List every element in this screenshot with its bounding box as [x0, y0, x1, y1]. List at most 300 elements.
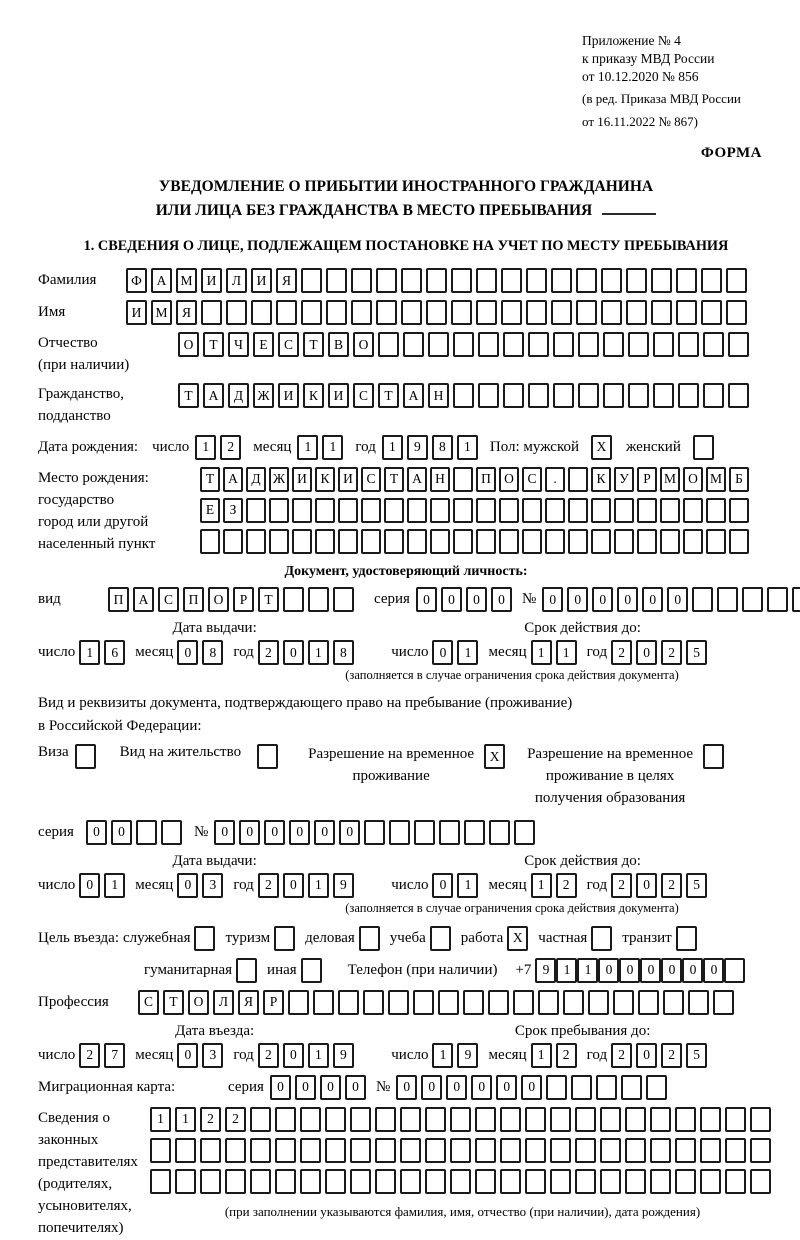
- permit-exp-year-cell[interactable]: 2: [661, 873, 682, 898]
- givenname-cell[interactable]: И: [126, 300, 147, 325]
- givenname-cell[interactable]: [676, 300, 697, 325]
- phone-cell[interactable]: [724, 958, 745, 983]
- birthplace-cell[interactable]: [568, 467, 588, 492]
- profession-cell[interactable]: [413, 990, 434, 1015]
- surname-cell[interactable]: [501, 268, 522, 293]
- givenname-cell[interactable]: [576, 300, 597, 325]
- birthplace-cell[interactable]: [545, 498, 565, 523]
- iddoc-issue-year-cell[interactable]: 8: [333, 640, 354, 665]
- citizenship-cell[interactable]: К: [303, 383, 324, 408]
- citizenship-cell[interactable]: Н: [428, 383, 449, 408]
- givenname-cell[interactable]: [251, 300, 272, 325]
- iddoc-number-cell[interactable]: [742, 587, 763, 612]
- representatives-cell[interactable]: [600, 1107, 621, 1132]
- representatives-cell[interactable]: [550, 1107, 571, 1132]
- entry-year-cell[interactable]: 9: [333, 1043, 354, 1068]
- birthplace-cell[interactable]: [729, 498, 749, 523]
- representatives-cell[interactable]: [725, 1107, 746, 1132]
- birthplace-cell[interactable]: [315, 529, 335, 554]
- permit-issue-month-cell[interactable]: 3: [202, 873, 223, 898]
- birthplace-cell[interactable]: Н: [430, 467, 450, 492]
- patronymic-cell[interactable]: [603, 332, 624, 357]
- iddoc-issue-year-cell[interactable]: 0: [283, 640, 304, 665]
- profession-cell[interactable]: [663, 990, 684, 1015]
- givenname-cell[interactable]: [326, 300, 347, 325]
- purpose-work-checkbox[interactable]: X: [507, 926, 528, 951]
- birth-day-cell[interactable]: 2: [220, 435, 241, 460]
- profession-cell[interactable]: Р: [263, 990, 284, 1015]
- permit-issue-day-cell[interactable]: 0: [79, 873, 100, 898]
- patronymic-cell[interactable]: [628, 332, 649, 357]
- profession-cell[interactable]: [488, 990, 509, 1015]
- permit-number-cell[interactable]: [364, 820, 385, 845]
- birthplace-cell[interactable]: [384, 529, 404, 554]
- surname-cell[interactable]: [451, 268, 472, 293]
- surname-cell[interactable]: [601, 268, 622, 293]
- profession-cell[interactable]: [613, 990, 634, 1015]
- citizenship-cell[interactable]: [678, 383, 699, 408]
- migcard-series-cell[interactable]: 0: [270, 1075, 291, 1100]
- iddoc-exp-month-cell[interactable]: 1: [556, 640, 577, 665]
- profession-cell[interactable]: [463, 990, 484, 1015]
- surname-cell[interactable]: [626, 268, 647, 293]
- surname-cell[interactable]: [301, 268, 322, 293]
- migcard-number-cell[interactable]: 0: [521, 1075, 542, 1100]
- birthplace-cell[interactable]: [591, 498, 611, 523]
- representatives-cell[interactable]: [625, 1107, 646, 1132]
- birthplace-cell[interactable]: [361, 498, 381, 523]
- birthplace-cell[interactable]: [430, 529, 450, 554]
- patronymic-cell[interactable]: Е: [253, 332, 274, 357]
- givenname-cell[interactable]: [401, 300, 422, 325]
- surname-cell[interactable]: Ф: [126, 268, 147, 293]
- birthplace-cell[interactable]: [706, 529, 726, 554]
- migcard-number-cell[interactable]: [646, 1075, 667, 1100]
- entry-day-cell[interactable]: 7: [104, 1043, 125, 1068]
- surname-cell[interactable]: [376, 268, 397, 293]
- iddoc-type-cell[interactable]: А: [133, 587, 154, 612]
- representatives-cell[interactable]: [175, 1169, 196, 1194]
- birthplace-cell[interactable]: Е: [200, 498, 220, 523]
- permit-series-cell[interactable]: [161, 820, 182, 845]
- representatives-cell[interactable]: [400, 1138, 421, 1163]
- permit-issue-day-cell[interactable]: 1: [104, 873, 125, 898]
- surname-cell[interactable]: А: [151, 268, 172, 293]
- representatives-cell[interactable]: [700, 1169, 721, 1194]
- patronymic-cell[interactable]: [478, 332, 499, 357]
- birth-year-cell[interactable]: 9: [407, 435, 428, 460]
- surname-cell[interactable]: [526, 268, 547, 293]
- givenname-cell[interactable]: [601, 300, 622, 325]
- birthplace-cell[interactable]: Ж: [269, 467, 289, 492]
- representatives-cell[interactable]: [200, 1138, 221, 1163]
- patronymic-cell[interactable]: Т: [303, 332, 324, 357]
- iddoc-number-cell[interactable]: [792, 587, 800, 612]
- phone-cell[interactable]: 0: [682, 958, 703, 983]
- givenname-cell[interactable]: [726, 300, 747, 325]
- surname-cell[interactable]: [576, 268, 597, 293]
- birthplace-cell[interactable]: Б: [729, 467, 749, 492]
- migcard-number-cell[interactable]: 0: [496, 1075, 517, 1100]
- representatives-cell[interactable]: [750, 1138, 771, 1163]
- birthplace-cell[interactable]: [499, 529, 519, 554]
- citizenship-cell[interactable]: Т: [378, 383, 399, 408]
- permit-number-cell[interactable]: 0: [339, 820, 360, 845]
- entry-month-cell[interactable]: 0: [177, 1043, 198, 1068]
- patronymic-cell[interactable]: С: [278, 332, 299, 357]
- representatives-cell[interactable]: [175, 1138, 196, 1163]
- birthplace-cell[interactable]: Р: [637, 467, 657, 492]
- phone-cell[interactable]: 9: [535, 958, 556, 983]
- iddoc-number-cell[interactable]: 0: [542, 587, 563, 612]
- representatives-cell[interactable]: [500, 1169, 521, 1194]
- migcard-number-cell[interactable]: [546, 1075, 567, 1100]
- surname-cell[interactable]: [426, 268, 447, 293]
- citizenship-cell[interactable]: [528, 383, 549, 408]
- iddoc-number-cell[interactable]: 0: [617, 587, 638, 612]
- iddoc-issue-month-cell[interactable]: 0: [177, 640, 198, 665]
- iddoc-type-cell[interactable]: Т: [258, 587, 279, 612]
- phone-cell[interactable]: 0: [640, 958, 661, 983]
- representatives-cell[interactable]: [525, 1138, 546, 1163]
- representatives-cell[interactable]: [575, 1107, 596, 1132]
- entry-year-cell[interactable]: 2: [258, 1043, 279, 1068]
- citizenship-cell[interactable]: Т: [178, 383, 199, 408]
- iddoc-exp-year-cell[interactable]: 2: [611, 640, 632, 665]
- birthplace-cell[interactable]: [522, 529, 542, 554]
- birthplace-cell[interactable]: [499, 498, 519, 523]
- stay-day-cell[interactable]: 9: [457, 1043, 478, 1068]
- profession-cell[interactable]: [513, 990, 534, 1015]
- representatives-cell[interactable]: [450, 1107, 471, 1132]
- birthplace-cell[interactable]: О: [499, 467, 519, 492]
- profession-cell[interactable]: [538, 990, 559, 1015]
- permit-number-cell[interactable]: 0: [289, 820, 310, 845]
- birth-month-cell[interactable]: 1: [297, 435, 318, 460]
- patronymic-cell[interactable]: [528, 332, 549, 357]
- citizenship-cell[interactable]: [728, 383, 749, 408]
- givenname-cell[interactable]: [301, 300, 322, 325]
- permit-exp-year-cell[interactable]: 2: [611, 873, 632, 898]
- representatives-cell[interactable]: [575, 1169, 596, 1194]
- birthplace-cell[interactable]: М: [660, 467, 680, 492]
- migcard-number-cell[interactable]: 0: [396, 1075, 417, 1100]
- representatives-cell[interactable]: [375, 1138, 396, 1163]
- permit-number-cell[interactable]: 0: [239, 820, 260, 845]
- citizenship-cell[interactable]: И: [328, 383, 349, 408]
- birthplace-cell[interactable]: [683, 529, 703, 554]
- surname-cell[interactable]: [726, 268, 747, 293]
- permit-series-cell[interactable]: 0: [111, 820, 132, 845]
- citizenship-cell[interactable]: [453, 383, 474, 408]
- birthplace-cell[interactable]: И: [338, 467, 358, 492]
- givenname-cell[interactable]: [451, 300, 472, 325]
- representatives-cell[interactable]: [200, 1169, 221, 1194]
- representatives-cell[interactable]: [450, 1138, 471, 1163]
- patronymic-cell[interactable]: [428, 332, 449, 357]
- birthplace-cell[interactable]: П: [476, 467, 496, 492]
- profession-cell[interactable]: Л: [213, 990, 234, 1015]
- representatives-cell[interactable]: [525, 1107, 546, 1132]
- givenname-cell[interactable]: М: [151, 300, 172, 325]
- iddoc-exp-year-cell[interactable]: 2: [661, 640, 682, 665]
- iddoc-exp-year-cell[interactable]: 0: [636, 640, 657, 665]
- representatives-cell[interactable]: [450, 1169, 471, 1194]
- representatives-cell[interactable]: [750, 1107, 771, 1132]
- givenname-cell[interactable]: [651, 300, 672, 325]
- iddoc-issue-year-cell[interactable]: 1: [308, 640, 329, 665]
- permit-number-cell[interactable]: 0: [264, 820, 285, 845]
- iddoc-type-cell[interactable]: П: [108, 587, 129, 612]
- representatives-cell[interactable]: [525, 1169, 546, 1194]
- purpose-study-checkbox[interactable]: [430, 926, 451, 951]
- stay-year-cell[interactable]: 2: [611, 1043, 632, 1068]
- givenname-cell[interactable]: [376, 300, 397, 325]
- givenname-cell[interactable]: Я: [176, 300, 197, 325]
- birthplace-cell[interactable]: [338, 498, 358, 523]
- surname-cell[interactable]: М: [176, 268, 197, 293]
- phone-cell[interactable]: 0: [703, 958, 724, 983]
- permit-issue-year-cell[interactable]: 2: [258, 873, 279, 898]
- patronymic-cell[interactable]: [403, 332, 424, 357]
- representatives-cell[interactable]: [275, 1138, 296, 1163]
- permit-number-cell[interactable]: 0: [214, 820, 235, 845]
- surname-cell[interactable]: [701, 268, 722, 293]
- representatives-cell[interactable]: [225, 1138, 246, 1163]
- iddoc-number-cell[interactable]: [767, 587, 788, 612]
- patronymic-cell[interactable]: [553, 332, 574, 357]
- birth-year-cell[interactable]: 1: [457, 435, 478, 460]
- patronymic-cell[interactable]: [453, 332, 474, 357]
- representatives-cell[interactable]: 1: [175, 1107, 196, 1132]
- patronymic-cell[interactable]: О: [178, 332, 199, 357]
- birthplace-cell[interactable]: А: [407, 467, 427, 492]
- patronymic-cell[interactable]: Ч: [228, 332, 249, 357]
- birthplace-cell[interactable]: [269, 498, 289, 523]
- birthplace-cell[interactable]: [453, 498, 473, 523]
- iddoc-series-cell[interactable]: 0: [441, 587, 462, 612]
- birthplace-cell[interactable]: [660, 498, 680, 523]
- iddoc-exp-day-cell[interactable]: 0: [432, 640, 453, 665]
- birthplace-cell[interactable]: [246, 498, 266, 523]
- surname-cell[interactable]: [551, 268, 572, 293]
- iddoc-type-cell[interactable]: О: [208, 587, 229, 612]
- representatives-cell[interactable]: [575, 1138, 596, 1163]
- stay-month-cell[interactable]: 2: [556, 1043, 577, 1068]
- birthplace-cell[interactable]: С: [361, 467, 381, 492]
- birthplace-cell[interactable]: [246, 529, 266, 554]
- representatives-cell[interactable]: [350, 1138, 371, 1163]
- representatives-cell[interactable]: [650, 1138, 671, 1163]
- birthplace-cell[interactable]: [591, 529, 611, 554]
- representatives-cell[interactable]: [325, 1138, 346, 1163]
- representatives-cell[interactable]: [650, 1169, 671, 1194]
- permit-exp-day-cell[interactable]: 1: [457, 873, 478, 898]
- permit-series-cell[interactable]: [136, 820, 157, 845]
- representatives-cell[interactable]: [300, 1169, 321, 1194]
- representatives-cell[interactable]: [300, 1138, 321, 1163]
- birthplace-cell[interactable]: К: [315, 467, 335, 492]
- birthplace-cell[interactable]: [568, 529, 588, 554]
- purpose-other-checkbox[interactable]: [301, 958, 322, 983]
- surname-cell[interactable]: [351, 268, 372, 293]
- representatives-cell[interactable]: [425, 1169, 446, 1194]
- profession-cell[interactable]: [713, 990, 734, 1015]
- representatives-cell[interactable]: [675, 1138, 696, 1163]
- givenname-cell[interactable]: [476, 300, 497, 325]
- birthplace-cell[interactable]: [614, 529, 634, 554]
- stay-year-cell[interactable]: 2: [661, 1043, 682, 1068]
- representatives-cell[interactable]: [300, 1107, 321, 1132]
- iddoc-type-cell[interactable]: [308, 587, 329, 612]
- givenname-cell[interactable]: [226, 300, 247, 325]
- birthplace-cell[interactable]: [453, 467, 473, 492]
- representatives-cell[interactable]: [700, 1138, 721, 1163]
- citizenship-cell[interactable]: С: [353, 383, 374, 408]
- surname-cell[interactable]: Л: [226, 268, 247, 293]
- representatives-cell[interactable]: [550, 1169, 571, 1194]
- representatives-cell[interactable]: [250, 1138, 271, 1163]
- birthplace-cell[interactable]: [545, 529, 565, 554]
- surname-cell[interactable]: [326, 268, 347, 293]
- profession-cell[interactable]: [388, 990, 409, 1015]
- purpose-humanitarian-checkbox[interactable]: [236, 958, 257, 983]
- representatives-cell[interactable]: [675, 1169, 696, 1194]
- representatives-cell[interactable]: [475, 1138, 496, 1163]
- birthplace-cell[interactable]: Т: [200, 467, 220, 492]
- iddoc-number-cell[interactable]: 0: [592, 587, 613, 612]
- givenname-cell[interactable]: [276, 300, 297, 325]
- citizenship-cell[interactable]: [703, 383, 724, 408]
- patronymic-cell[interactable]: О: [353, 332, 374, 357]
- permit-number-cell[interactable]: [464, 820, 485, 845]
- permit-exp-year-cell[interactable]: 5: [686, 873, 707, 898]
- birthplace-cell[interactable]: [361, 529, 381, 554]
- patronymic-cell[interactable]: [578, 332, 599, 357]
- representatives-cell[interactable]: [500, 1107, 521, 1132]
- birthplace-cell[interactable]: [476, 498, 496, 523]
- birthplace-cell[interactable]: У: [614, 467, 634, 492]
- birthplace-cell[interactable]: Д: [246, 467, 266, 492]
- purpose-transit-checkbox[interactable]: [676, 926, 697, 951]
- patronymic-cell[interactable]: Т: [203, 332, 224, 357]
- iddoc-number-cell[interactable]: 0: [642, 587, 663, 612]
- stay-year-cell[interactable]: 5: [686, 1043, 707, 1068]
- birthplace-cell[interactable]: [384, 498, 404, 523]
- profession-cell[interactable]: [638, 990, 659, 1015]
- phone-cell[interactable]: 1: [577, 958, 598, 983]
- phone-cell[interactable]: 0: [598, 958, 619, 983]
- migcard-series-cell[interactable]: 0: [345, 1075, 366, 1100]
- birth-month-cell[interactable]: 1: [322, 435, 343, 460]
- givenname-cell[interactable]: [526, 300, 547, 325]
- citizenship-cell[interactable]: И: [278, 383, 299, 408]
- patronymic-cell[interactable]: [703, 332, 724, 357]
- birthplace-cell[interactable]: [614, 498, 634, 523]
- birthplace-cell[interactable]: [223, 529, 243, 554]
- surname-cell[interactable]: Я: [276, 268, 297, 293]
- representatives-cell[interactable]: 2: [200, 1107, 221, 1132]
- iddoc-number-cell[interactable]: [692, 587, 713, 612]
- surname-cell[interactable]: [476, 268, 497, 293]
- representatives-cell[interactable]: [500, 1138, 521, 1163]
- surname-cell[interactable]: [401, 268, 422, 293]
- representatives-cell[interactable]: [150, 1169, 171, 1194]
- purpose-private-checkbox[interactable]: [591, 926, 612, 951]
- citizenship-cell[interactable]: [478, 383, 499, 408]
- representatives-cell[interactable]: [625, 1169, 646, 1194]
- representatives-cell[interactable]: [400, 1107, 421, 1132]
- birthplace-cell[interactable]: [200, 529, 220, 554]
- profession-cell[interactable]: [313, 990, 334, 1015]
- givenname-cell[interactable]: [201, 300, 222, 325]
- migcard-number-cell[interactable]: 0: [471, 1075, 492, 1100]
- entry-day-cell[interactable]: 2: [79, 1043, 100, 1068]
- profession-cell[interactable]: [588, 990, 609, 1015]
- citizenship-cell[interactable]: А: [203, 383, 224, 408]
- representatives-cell[interactable]: [400, 1169, 421, 1194]
- birthplace-cell[interactable]: [269, 529, 289, 554]
- birthplace-cell[interactable]: [292, 498, 312, 523]
- birthplace-cell[interactable]: [407, 498, 427, 523]
- representatives-cell[interactable]: [275, 1107, 296, 1132]
- birthplace-cell[interactable]: [637, 498, 657, 523]
- representatives-cell[interactable]: [375, 1169, 396, 1194]
- citizenship-cell[interactable]: Д: [228, 383, 249, 408]
- profession-cell[interactable]: [438, 990, 459, 1015]
- profession-cell[interactable]: [563, 990, 584, 1015]
- representatives-cell[interactable]: [250, 1107, 271, 1132]
- givenname-cell[interactable]: [351, 300, 372, 325]
- birthplace-cell[interactable]: [568, 498, 588, 523]
- permit-issue-month-cell[interactable]: 0: [177, 873, 198, 898]
- patronymic-cell[interactable]: [653, 332, 674, 357]
- iddoc-issue-day-cell[interactable]: 6: [104, 640, 125, 665]
- representatives-cell[interactable]: [150, 1138, 171, 1163]
- iddoc-type-cell[interactable]: С: [158, 587, 179, 612]
- visa-checkbox[interactable]: [75, 744, 96, 769]
- profession-cell[interactable]: [288, 990, 309, 1015]
- permit-number-cell[interactable]: [389, 820, 410, 845]
- profession-cell[interactable]: [363, 990, 384, 1015]
- migcard-number-cell[interactable]: 0: [421, 1075, 442, 1100]
- temp-residence-checkbox[interactable]: X: [484, 744, 505, 769]
- birthplace-cell[interactable]: С: [522, 467, 542, 492]
- citizenship-cell[interactable]: [628, 383, 649, 408]
- permit-number-cell[interactable]: [514, 820, 535, 845]
- permit-series-cell[interactable]: 0: [86, 820, 107, 845]
- representatives-cell[interactable]: [650, 1107, 671, 1132]
- patronymic-cell[interactable]: [728, 332, 749, 357]
- surname-cell[interactable]: [651, 268, 672, 293]
- migcard-number-cell[interactable]: [621, 1075, 642, 1100]
- birthplace-cell[interactable]: И: [292, 467, 312, 492]
- representatives-cell[interactable]: [625, 1138, 646, 1163]
- representatives-cell[interactable]: 1: [150, 1107, 171, 1132]
- citizenship-cell[interactable]: А: [403, 383, 424, 408]
- permit-number-cell[interactable]: [439, 820, 460, 845]
- iddoc-series-cell[interactable]: 0: [416, 587, 437, 612]
- birthplace-cell[interactable]: [430, 498, 450, 523]
- representatives-cell[interactable]: [250, 1169, 271, 1194]
- patronymic-cell[interactable]: [503, 332, 524, 357]
- representatives-cell[interactable]: [600, 1169, 621, 1194]
- citizenship-cell[interactable]: Ж: [253, 383, 274, 408]
- iddoc-type-cell[interactable]: [333, 587, 354, 612]
- phone-cell[interactable]: 0: [661, 958, 682, 983]
- permit-number-cell[interactable]: 0: [314, 820, 335, 845]
- representatives-cell[interactable]: [475, 1107, 496, 1132]
